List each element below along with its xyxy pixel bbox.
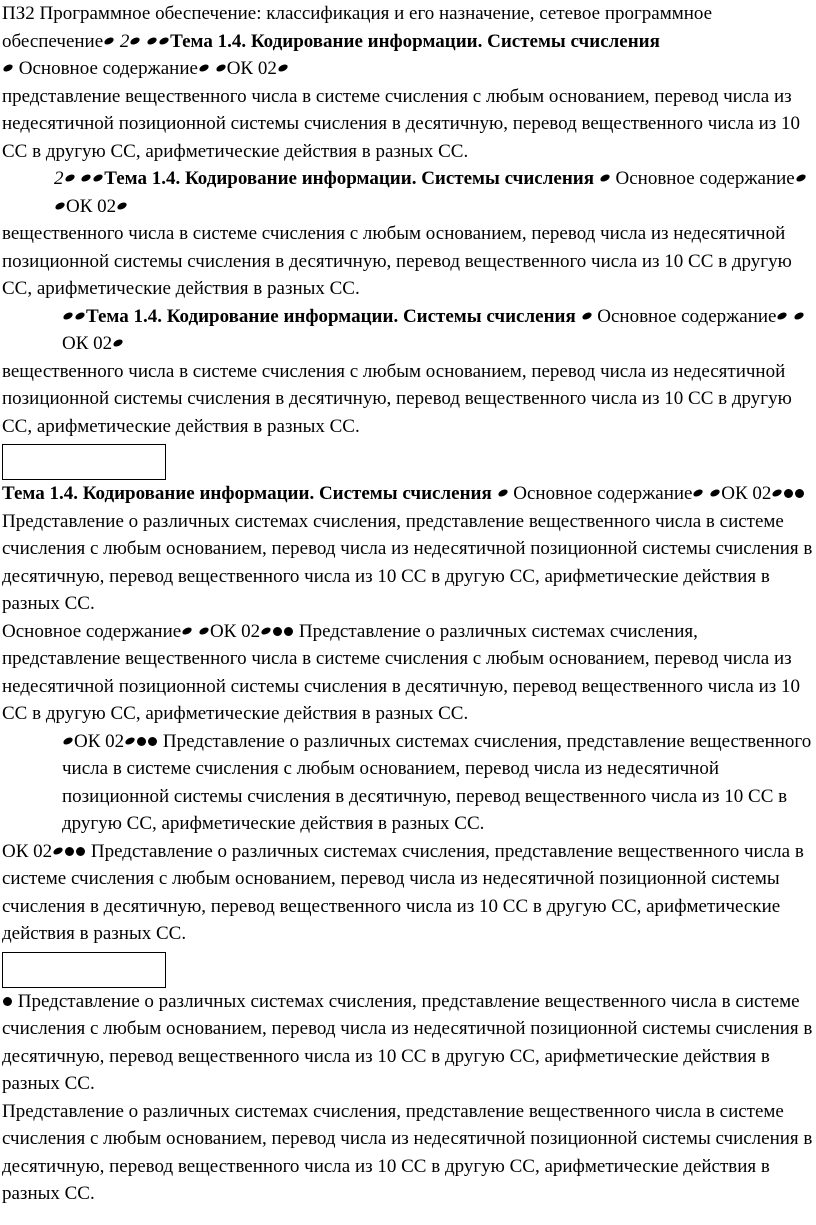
bullet-icon [215,63,227,73]
bullet-icon [2,63,14,73]
empty-box [2,444,166,480]
bullet-icon [92,173,104,183]
text-span: Основное содержание [513,483,693,504]
bullet-icon [130,36,142,46]
bullet-icon [158,36,170,46]
bullet-icon [277,63,289,73]
text-span: Представление о различных системах счисления, представление вещественного числа в системе счисления с любым основанием, перевод числа из недесятичной позиционной системы счисления в десятичную, перевод вещественного числа из 10 СС в другую СС, арифметические действия в разных СС. [2,840,804,944]
topic-title: Тема 1.4. Кодирование информации. Системы счисления [2,483,492,504]
bullet-icon [80,173,92,183]
bullet-icon [772,488,784,498]
bullet-icon [146,36,158,46]
bullet-icon [709,488,721,498]
paragraph-4 [2,480,816,618]
bullet-icon [784,489,793,498]
topic-title: Тема 1.4. Кодирование информации. Системы счисления [170,30,660,52]
bullet-icon [777,311,789,321]
code-text: ОК 02 [74,730,125,752]
paragraph-2-body: вещественного числа в системе счисления с любым основанием, перевод числа из недесятичной позиционной системы счисления в десятичную, перевод вещественного числа из 10 СС в другую СС, арифметические действия в разных СС. [2,223,792,299]
text-span: Основное содержание [615,168,795,189]
bullet-icon [62,311,74,321]
text-span: Представление о различных системах счисления, представление вещественного числа в системе счисления с любым основанием, перевод числа из недесятичной позиционной системы счисления в десятичную, перевод вещественного числа из 10 СС в другую СС, арифметические действия в разных СС. [2,510,813,614]
bullet-icon [54,201,66,211]
bullet-icon [497,488,509,498]
paragraph-9: Представление о различных системах счисления, представление вещественного числа в системе счисления с любым основанием, перевод числа из недесятичной позиционной системы счисления в десятичную, перевод вещественного числа из 10 СС в другую СС, арифметические действия в разных СС. [2,1100,813,1204]
number-text: 2 [119,30,130,52]
bullet-icon [284,627,293,636]
number-text: 2 [54,168,64,189]
code-text: ОК 02 [66,195,117,217]
text-span: Представление о различных системах счисления, представление вещественного числа в системе счисления с любым основанием, перевод числа из недесятичной позиционной системы счисления в десятичную, перевод вещественного числа из 10 СС в другую СС, арифметические действия в разных СС. [2,620,801,724]
bullet-icon [599,173,611,183]
text-span: Основное содержание [597,305,777,327]
topic-title: Тема 1.4. Кодирование информации. Системы счисления [86,305,576,327]
paragraph-8 [2,988,816,1098]
bullet-icon [116,201,128,211]
bullet-icon [581,311,593,321]
paragraph-7 [2,838,816,948]
code-text: ОК 02 [226,58,277,79]
text-span: представление вещественного числа в системе счисления с любым основанием, перевод числа из недесятичной позиционной системы счисления в десятичную, перевод вещественного числа из 10 СС в другую СС, арифметические действия в разных СС. [2,85,801,162]
text-span: Основное содержание [2,620,182,642]
text-span: Представление о различных системах счисления, представление вещественного числа в системе счисления с любым основанием, перевод числа из недесятичной позиционной системы счисления в десятичную, перевод вещественного числа из 10 СС в другую СС, арифметические действия в разных СС. [2,990,813,1094]
code-text: ОК 02 [2,840,53,862]
text-span: Основное содержание [18,58,198,79]
text-span: ПЗ2 Программное обеспечение: классификация и его назначение, сетевое программное обеспечение [2,3,713,52]
bullet-icon [198,626,210,636]
bullet-icon [64,173,76,183]
paragraph-6 [2,728,816,838]
code-text: ОК 02 [62,333,113,354]
empty-box [2,952,166,988]
bullet-icon [795,173,807,183]
topic-title: Тема 1.4. Кодирование информации. Системы счисления [104,168,595,189]
bullet-icon [112,338,124,348]
paragraph-1 [2,0,816,165]
bullet-icon [74,311,86,321]
bullet-icon [260,626,272,636]
code-text: ОК 02 [209,620,261,642]
bullet-icon [273,627,282,636]
bullet-icon [137,737,146,746]
bullet-icon [103,36,115,46]
bullet-icon [3,997,12,1006]
code-text: ОК 02 [721,483,772,504]
bullet-icon [198,63,210,73]
paragraph-3 [2,303,816,358]
bullet-icon [181,626,193,636]
bullet-icon [793,311,805,321]
paragraph-2 [2,165,816,220]
bullet-icon [148,737,157,746]
paragraph-5 [2,618,816,728]
bullet-icon [65,847,74,856]
bullet-icon [693,488,705,498]
bullet-icon [795,489,804,498]
paragraph-3-body: вещественного числа в системе счисления с любым основанием, перевод числа из недесятичной позиционной системы счисления в десятичную, перевод вещественного числа из 10 СС в другую СС, арифметические действия в разных СС. [2,360,792,437]
text-span: Представление о различных системах счисления, представление вещественного числа в системе счисления с любым основанием, перевод числа из недесятичной позиционной системы счисления в десятичную, перевод вещественного числа из 10 СС в другую СС, арифметические действия в разных СС. [62,730,812,834]
bullet-icon [62,736,74,746]
bullet-icon [124,736,136,746]
bullet-icon [76,847,85,856]
bullet-icon [52,846,64,856]
